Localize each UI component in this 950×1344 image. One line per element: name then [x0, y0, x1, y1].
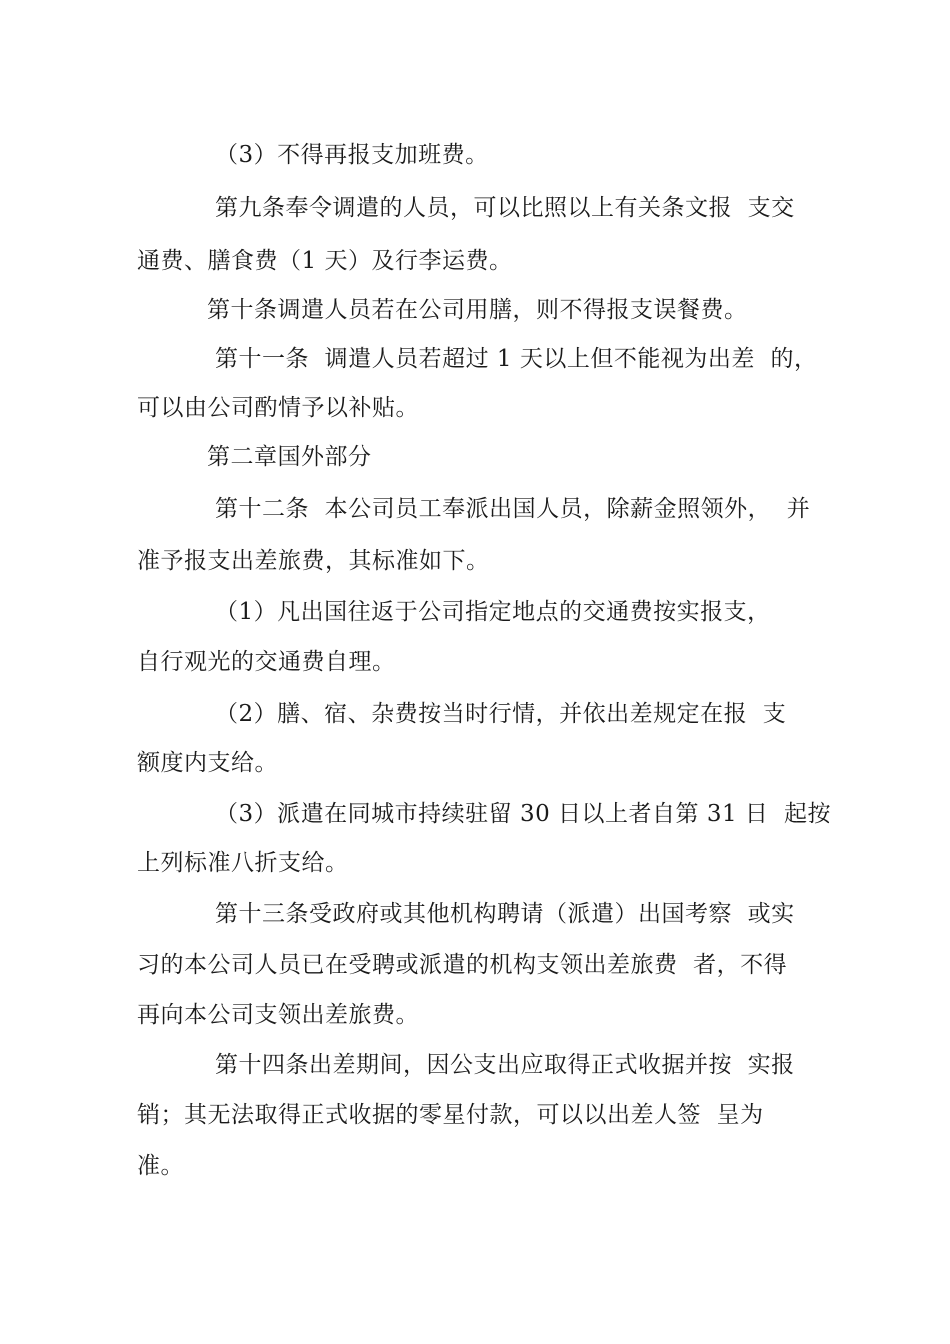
paragraph-line: 上列标准八折支给。: [137, 850, 349, 876]
paragraph-line: 第十条调遣人员若在公司用膳，则不得报支误餐费。: [207, 297, 748, 323]
paragraph-line: 通费、膳食费（1 天）及行李运费。: [137, 248, 513, 274]
paragraph-line: 再向本公司支领出差旅费。: [137, 1002, 419, 1028]
paragraph-line: 准。: [137, 1153, 184, 1179]
paragraph-line: （1）凡出国往返于公司指定地点的交通费按实报支，: [215, 599, 771, 625]
paragraph-line: 销；其无法取得正式收据的零星付款，可以以出差人签 呈为: [137, 1102, 764, 1128]
paragraph-line: 准予报支出差旅费，其标准如下。: [137, 548, 490, 574]
paragraph-line: 额度内支给。: [137, 750, 278, 776]
paragraph-line: 第九条奉令调遣的人员，可以比照以上有关条文报 支交: [215, 195, 795, 221]
paragraph-line: 第十四条出差期间，因公支出应取得正式收据并按 实报: [215, 1052, 795, 1078]
paragraph-line: 可以由公司酌情予以补贴。: [137, 395, 419, 421]
paragraph-line: （2）膳、宿、杂费按当时行情，并依出差规定在报 支: [215, 701, 787, 727]
paragraph-line: 习的本公司人员已在受聘或派遣的机构支领出差旅费 者，不得: [137, 952, 788, 978]
paragraph-line: 自行观光的交通费自理。: [137, 649, 396, 675]
paragraph-line: 第十二条 本公司员工奉派出国人员，除薪金照领外， 并: [215, 496, 811, 522]
section-heading: 第二章国外部分: [207, 444, 372, 470]
paragraph-line: （3）派遣在同城市持续驻留 30 日以上者自第 31 日 起按: [215, 801, 832, 827]
paragraph-line: （3）不得再报支加班费。: [215, 142, 489, 168]
paragraph-line: 第十一条 调遣人员若超过 1 天以上但不能视为出差 的，: [215, 346, 818, 372]
paragraph-line: 第十三条受政府或其他机构聘请（派遣）出国考察 或实: [215, 901, 795, 927]
